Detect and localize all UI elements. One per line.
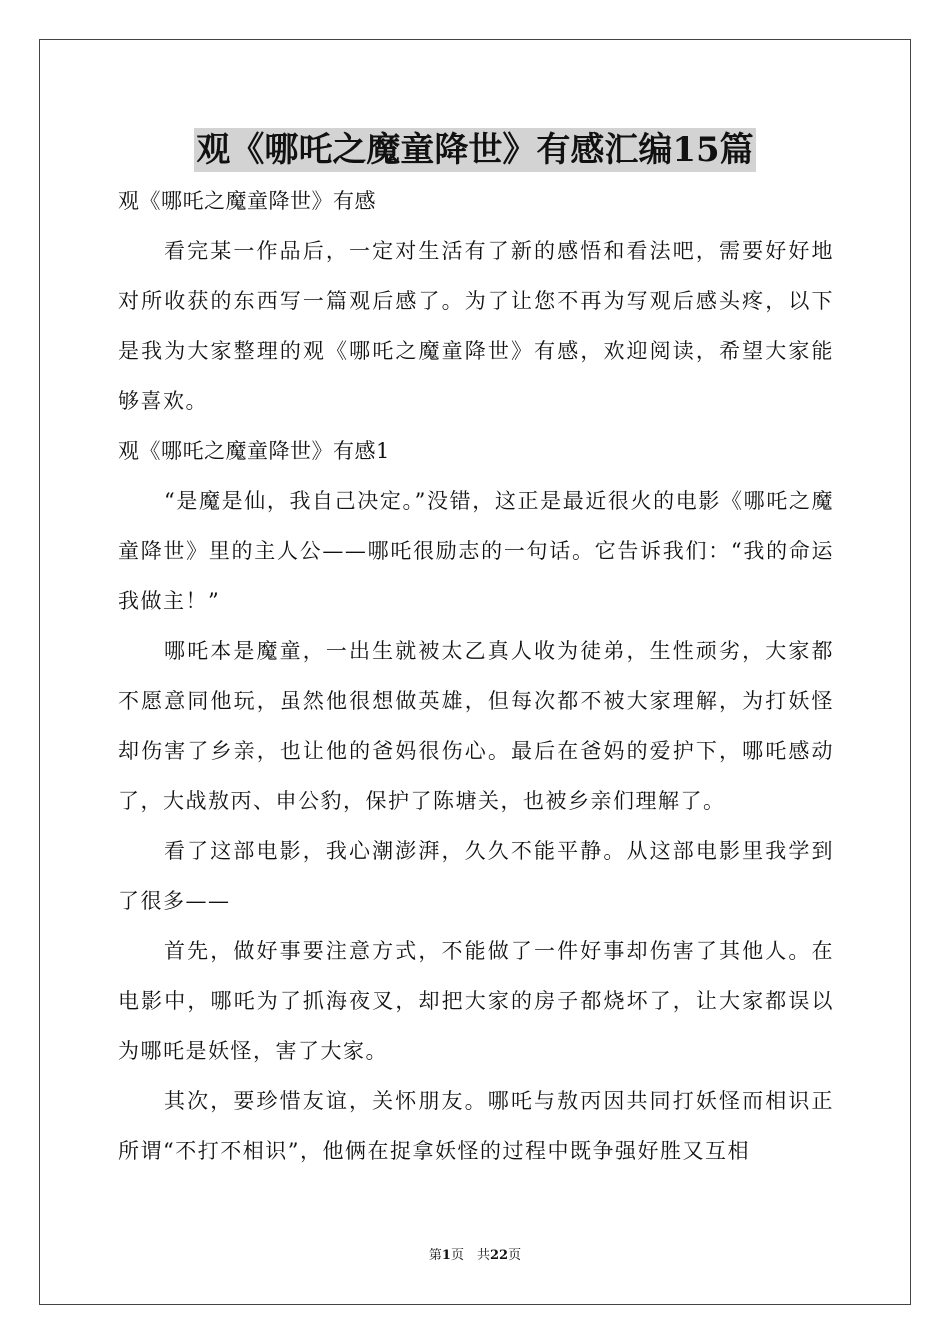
- section-heading: 观《哪吒之魔童降世》有感: [118, 189, 376, 213]
- footer-mid: 页 共: [450, 1248, 490, 1263]
- body-paragraph: 看了这部电影，我心潮澎湃，久久不能平静。从这部电影里我学到了很多——: [118, 839, 834, 913]
- footer-prefix: 第: [428, 1248, 442, 1263]
- essay-heading: 观《哪吒之魔童降世》有感1: [118, 439, 390, 463]
- body-paragraph: 其次，要珍惜友谊，关怀朋友。哪吒与敖丙因共同打妖怪而相识正所谓“不打不相识”，他俩在捉拿妖怪的过程中既争强好胜又互相: [118, 1089, 834, 1163]
- document-body: [118, 176, 834, 1176]
- body-paragraph: “是魔是仙，我自己决定。”没错，这正是最近很火的电影《哪吒之魔童降世》里的主人公——哪吒很励志的一句话。它告诉我们：“我的命运我做主！”: [118, 489, 834, 613]
- body-paragraph: 哪吒本是魔童，一出生就被太乙真人收为徒弟，生性顽劣，大家都不愿意同他玩，虽然他很想做英雄，但每次都不被大家理解，为打妖怪却伤害了乡亲，也让他的爸妈很伤心。最后在爸妈的爱护下，哪吒感动了，大战敖丙、申公豹，保护了陈塘关，也被乡亲们理解了。: [118, 639, 834, 813]
- footer-suffix: 页: [508, 1248, 522, 1263]
- current-page-number: 1: [441, 1248, 451, 1263]
- body-paragraph: 首先，做好事要注意方式，不能做了一件好事却伤害了其他人。在电影中，哪吒为了抓海夜叉，却把大家的房子都烧坏了，让大家都误以为哪吒是妖怪，害了大家。: [118, 939, 834, 1063]
- title-text: 观《哪吒之魔童降世》有感汇编15篇: [196, 130, 754, 170]
- intro-paragraph: 看完某一作品后，一定对生活有了新的感悟和看法吧，需要好好地对所收获的东西写一篇观后感了。为了让您不再为写观后感头疼，以下是我为大家整理的观《哪吒之魔童降世》有感，欢迎阅读，希望大家能够喜欢。: [118, 239, 834, 413]
- total-pages-number: 22: [489, 1248, 509, 1263]
- page-footer: [0, 1246, 950, 1266]
- document-title: [0, 128, 950, 172]
